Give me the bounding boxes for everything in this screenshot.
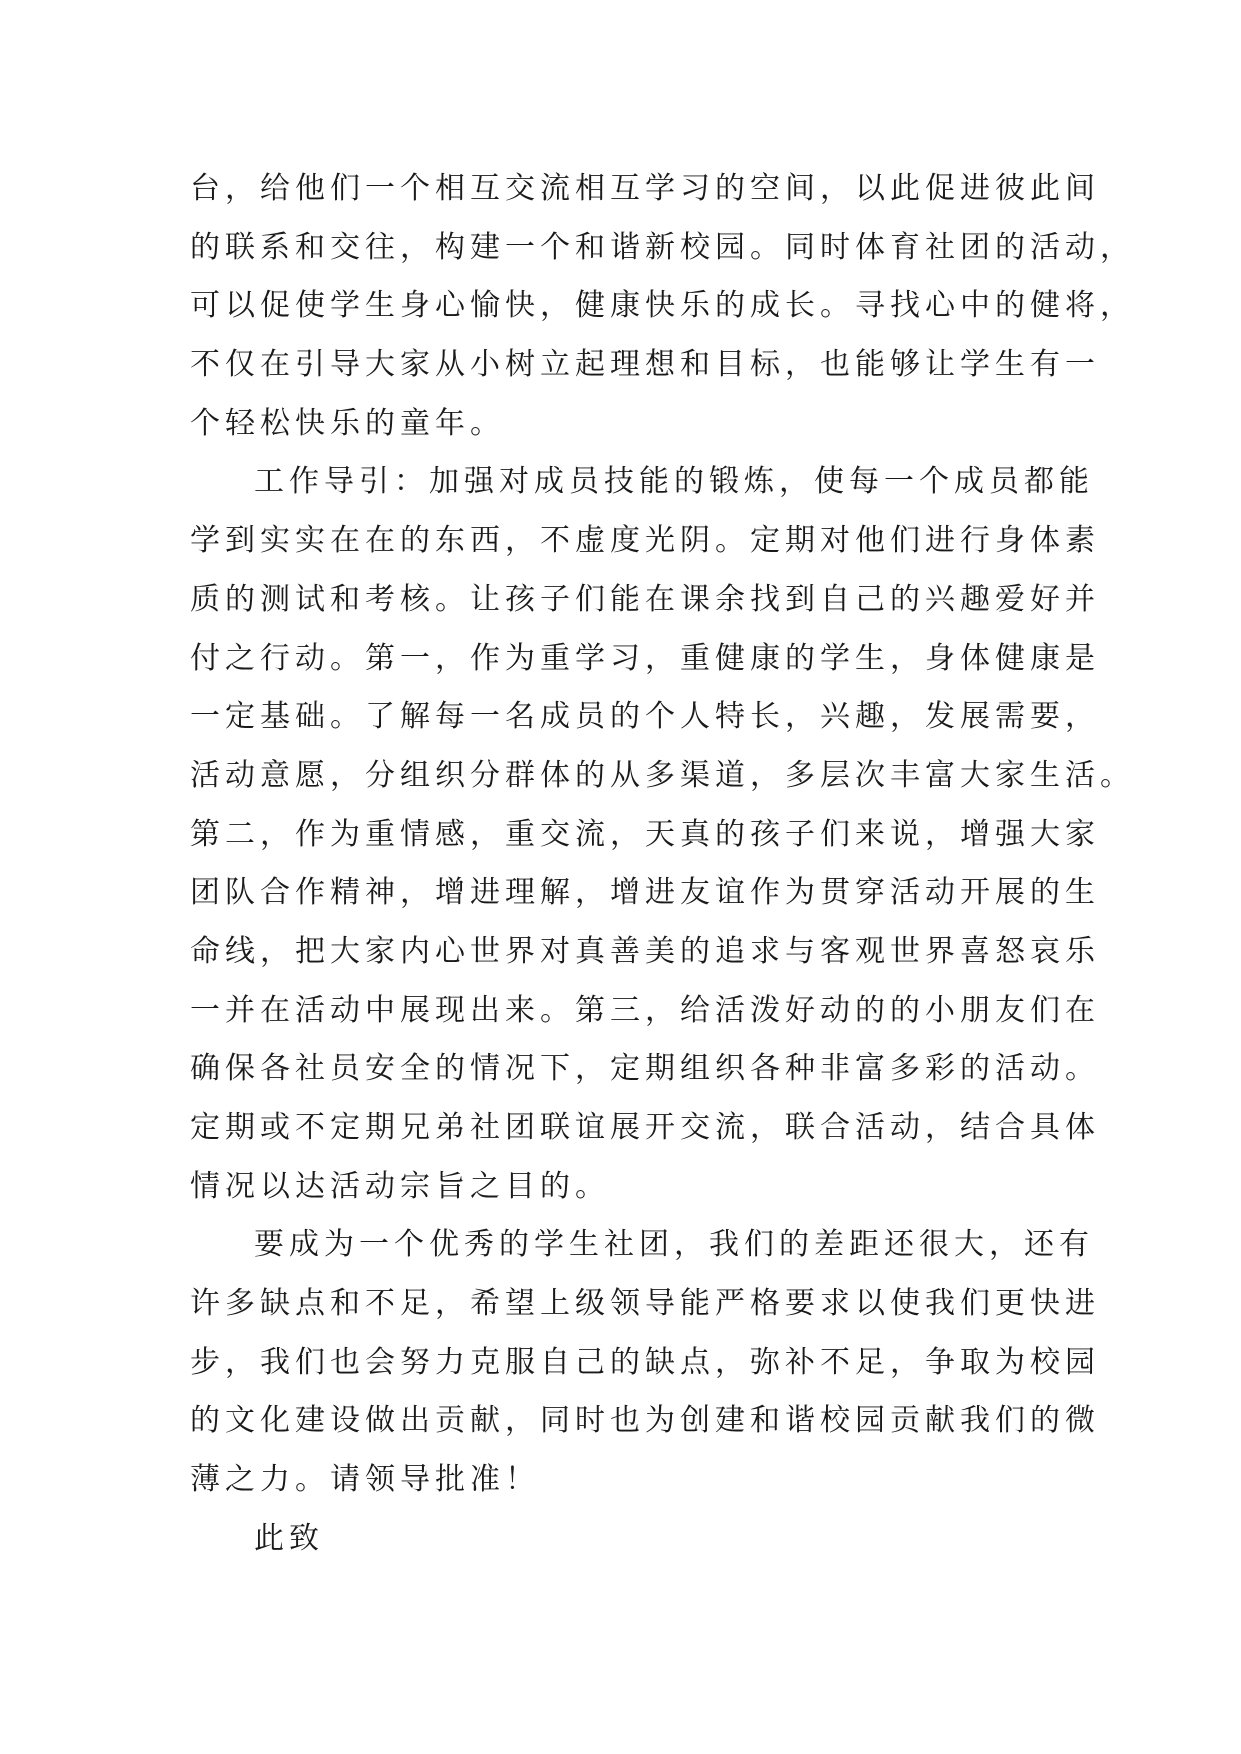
text-line: 付之行动。第一，作为重学习，重健康的学生，身体健康是 <box>190 640 1100 676</box>
text-line: 的联系和交往，构建一个和谐新校园。同时体育社团的活动， <box>190 229 1135 265</box>
text-line: 个轻松快乐的童年。 <box>190 405 505 441</box>
text-line: 团队合作精神，增进理解，增进友谊作为贯穿活动开展的生 <box>190 875 1100 911</box>
paragraph-start-line: 工作导引：加强对成员技能的锻炼，使每一个成员都能 <box>254 464 1094 500</box>
text-line: 的文化建设做出贡献，同时也为创建和谐校园贡献我们的微 <box>190 1403 1100 1439</box>
text-line: 情况以达活动宗旨之目的。 <box>190 1168 610 1204</box>
closing-salutation: 此致 <box>254 1520 324 1556</box>
text-line: 步，我们也会努力克服自己的缺点，弥补不足，争取为校园 <box>190 1344 1100 1380</box>
text-line: 确保各社员安全的情况下，定期组织各种非富多彩的活动。 <box>190 1051 1100 1087</box>
text-line: 台，给他们一个相互交流相互学习的空间，以此促进彼此间 <box>190 171 1100 206</box>
text-line: 定期或不定期兄弟社团联谊展开交流，联合活动，结合具体 <box>190 1110 1100 1145</box>
document-body <box>190 160 1135 1569</box>
text-line: 许多缺点和不足，希望上级领导能严格要求以使我们更快进 <box>190 1286 1100 1322</box>
text-line: 薄之力。请领导批准！ <box>190 1462 540 1498</box>
text-line: 活动意愿，分组织分群体的从多渠道，多层次丰富大家生活。 <box>190 757 1135 793</box>
text-line: 一并在活动中展现出来。第三，给活泼好动的的小朋友们在 <box>190 992 1100 1028</box>
text-line: 学到实实在在的东西，不虚度光阴。定期对他们进行身体素 <box>190 523 1100 559</box>
text-line: 质的测试和考核。让孩子们能在课余找到自己的兴趣爱好并 <box>190 581 1100 617</box>
text-line: 一定基础。了解每一名成员的个人特长，兴趣，发展需要， <box>190 699 1100 735</box>
text-line: 第二，作为重情感，重交流，天真的孩子们来说，增强大家 <box>190 816 1100 852</box>
text-line: 命线，把大家内心世界对真善美的追求与客观世界喜怒哀乐 <box>190 933 1100 969</box>
text-line: 不仅在引导大家从小树立起理想和目标，也能够让学生有一 <box>190 347 1100 383</box>
paragraph-start-line: 要成为一个优秀的学生社团，我们的差距还很大，还有 <box>254 1227 1094 1263</box>
text-line: 可以促使学生身心愉快，健康快乐的成长。寻找心中的健将， <box>190 288 1135 324</box>
